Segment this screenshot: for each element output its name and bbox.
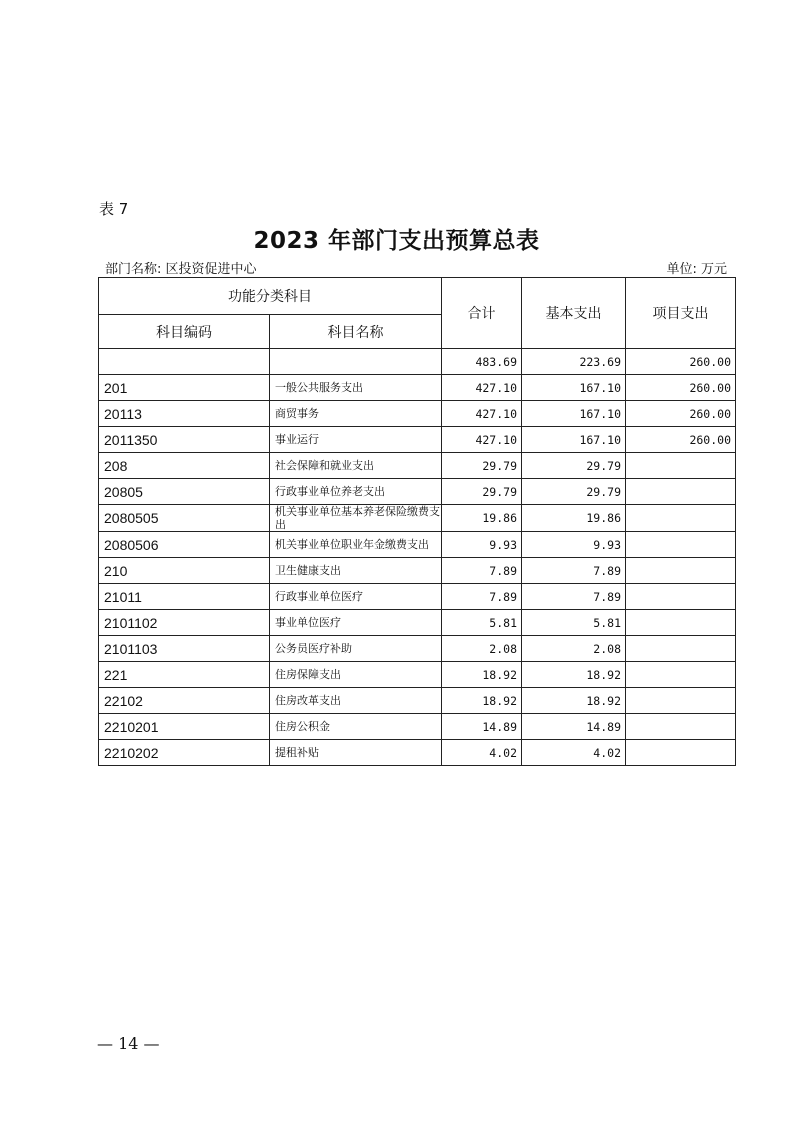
table-row (99, 479, 736, 505)
project-expenditure-cell (626, 610, 736, 636)
subject-name-cell: 提租补贴 (270, 740, 442, 766)
total-cell: 29.79 (442, 479, 522, 505)
subject-code-cell: 20113 (99, 401, 270, 427)
basic-expenditure-cell: 29.79 (522, 479, 626, 505)
unit-label: 单位: 万元 (666, 262, 727, 277)
table-row (99, 584, 736, 610)
total-cell: 427.10 (442, 401, 522, 427)
subject-code-cell: 2011350 (99, 427, 270, 453)
basic-expenditure-cell: 7.89 (522, 558, 626, 584)
table-row (99, 532, 736, 558)
project-expenditure-cell: 260.00 (626, 401, 736, 427)
subject-name-column-header: 科目名称 (270, 315, 442, 349)
project-expenditure-cell (626, 662, 736, 688)
subject-name-cell: 机关事业单位基本养老保险缴费支出 (270, 505, 442, 532)
basic-expenditure-cell: 14.89 (522, 714, 626, 740)
subject-code-cell: 210 (99, 558, 270, 584)
basic-expenditure-cell: 167.10 (522, 427, 626, 453)
project-expenditure-cell (626, 479, 736, 505)
table-row (99, 505, 736, 532)
header-row (99, 278, 736, 315)
basic-expenditure-cell: 18.92 (522, 662, 626, 688)
table-row (99, 610, 736, 636)
table-row (99, 558, 736, 584)
subject-code-cell: 2210202 (99, 740, 270, 766)
basic-expenditure-cell: 2.08 (522, 636, 626, 662)
table-row (99, 375, 736, 401)
project-expenditure-cell (626, 740, 736, 766)
page-title: 2023 年部门支出预算总表 (253, 228, 540, 254)
subject-name-cell: 住房改革支出 (270, 688, 442, 714)
functional-classification-header: 功能分类科目 (99, 278, 442, 315)
subject-name-cell: 行政事业单位养老支出 (270, 479, 442, 505)
total-cell: 427.10 (442, 375, 522, 401)
project-expenditure-cell (626, 532, 736, 558)
department-name: 部门名称: 区投资促进中心 (105, 262, 257, 277)
total-cell: 4.02 (442, 740, 522, 766)
total-cell: 29.79 (442, 453, 522, 479)
subject-code-column-header: 科目编码 (99, 315, 270, 349)
subject-name-cell: 事业单位医疗 (270, 610, 442, 636)
project-expenditure-cell (626, 714, 736, 740)
table-row (99, 401, 736, 427)
table-row (99, 453, 736, 479)
table-row (99, 662, 736, 688)
subject-code-cell: 2101103 (99, 636, 270, 662)
table-row (99, 714, 736, 740)
subject-name-cell (270, 349, 442, 375)
total-cell: 427.10 (442, 427, 522, 453)
subject-name-cell: 公务员医疗补助 (270, 636, 442, 662)
subject-code-cell: 2080505 (99, 505, 270, 532)
project-expenditure-cell (626, 453, 736, 479)
subject-code-cell: 221 (99, 662, 270, 688)
total-cell: 483.69 (442, 349, 522, 375)
subject-name-cell: 社会保障和就业支出 (270, 453, 442, 479)
basic-expenditure-cell: 19.86 (522, 505, 626, 532)
total-cell: 9.93 (442, 532, 522, 558)
total-column-header: 合计 (442, 278, 522, 349)
total-cell: 2.08 (442, 636, 522, 662)
subject-name-cell: 住房公积金 (270, 714, 442, 740)
basic-expenditure-cell: 7.89 (522, 584, 626, 610)
basic-expenditure-cell: 29.79 (522, 453, 626, 479)
basic-expenditure-cell: 167.10 (522, 401, 626, 427)
project-expenditure-cell (626, 505, 736, 532)
basic-expenditure-cell: 5.81 (522, 610, 626, 636)
subject-name-cell: 事业运行 (270, 427, 442, 453)
subject-code-cell: 2080506 (99, 532, 270, 558)
basic-expenditure-cell: 223.69 (522, 349, 626, 375)
project-expenditure-cell (626, 688, 736, 714)
subject-name-cell: 商贸事务 (270, 401, 442, 427)
total-cell: 7.89 (442, 584, 522, 610)
total-cell: 18.92 (442, 688, 522, 714)
project-expenditure-column-header: 项目支出 (626, 278, 736, 349)
basic-expenditure-cell: 167.10 (522, 375, 626, 401)
project-expenditure-cell (626, 584, 736, 610)
total-cell: 5.81 (442, 610, 522, 636)
page-number: — 14 — (97, 1034, 160, 1053)
table-row (99, 688, 736, 714)
basic-expenditure-cell: 4.02 (522, 740, 626, 766)
subject-name-cell: 卫生健康支出 (270, 558, 442, 584)
subject-code-cell: 20805 (99, 479, 270, 505)
subject-code-cell: 21011 (99, 584, 270, 610)
basic-expenditure-cell: 18.92 (522, 688, 626, 714)
basic-expenditure-column-header: 基本支出 (522, 278, 626, 349)
subject-name-cell: 机关事业单位职业年金缴费支出 (270, 532, 442, 558)
project-expenditure-cell: 260.00 (626, 375, 736, 401)
budget-table (98, 277, 736, 766)
project-expenditure-cell (626, 636, 736, 662)
subject-code-cell: 2101102 (99, 610, 270, 636)
subject-code-cell: 208 (99, 453, 270, 479)
project-expenditure-cell: 260.00 (626, 427, 736, 453)
subject-name-cell: 住房保障支出 (270, 662, 442, 688)
total-cell: 14.89 (442, 714, 522, 740)
subject-code-cell: 201 (99, 375, 270, 401)
table-body (99, 349, 736, 766)
total-cell: 7.89 (442, 558, 522, 584)
subject-code-cell (99, 349, 270, 375)
table-row (99, 349, 736, 375)
project-expenditure-cell (626, 558, 736, 584)
subject-code-cell: 2210201 (99, 714, 270, 740)
project-expenditure-cell: 260.00 (626, 349, 736, 375)
subject-code-cell: 22102 (99, 688, 270, 714)
total-cell: 18.92 (442, 662, 522, 688)
table-label: 表 7 (99, 200, 129, 218)
basic-expenditure-cell: 9.93 (522, 532, 626, 558)
total-cell: 19.86 (442, 505, 522, 532)
subject-name-cell: 一般公共服务支出 (270, 375, 442, 401)
table-row (99, 427, 736, 453)
subject-name-cell: 行政事业单位医疗 (270, 584, 442, 610)
table-row (99, 740, 736, 766)
table-row (99, 636, 736, 662)
